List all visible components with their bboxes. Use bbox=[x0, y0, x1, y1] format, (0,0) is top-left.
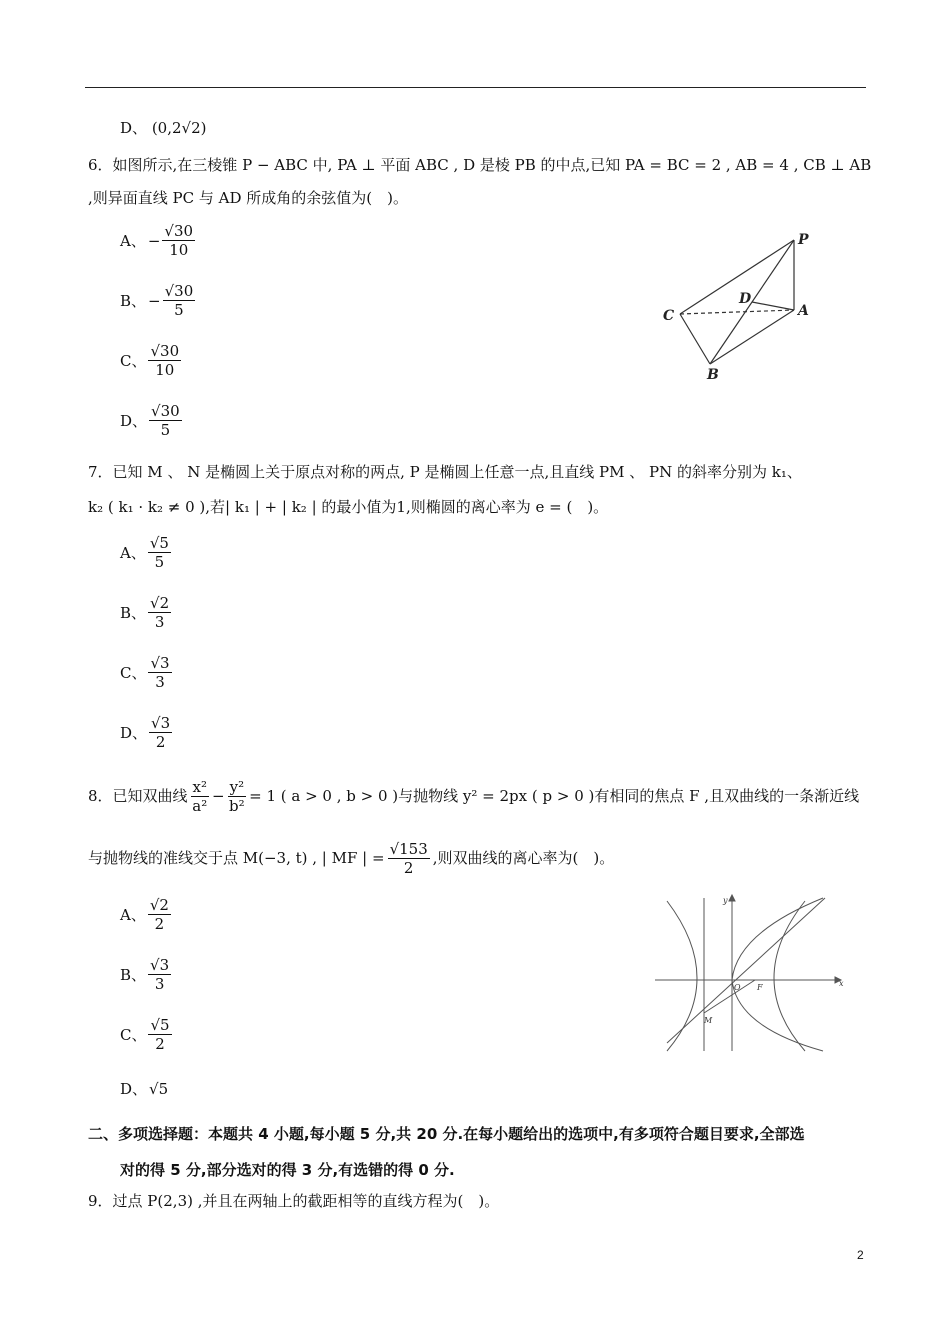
section2-heading-line2: 对的得 5 分,部分选对的得 3 分,有选错的得 0 分. bbox=[120, 1161, 455, 1179]
q6-option-c: C、 $\frac{√30}{10}$ bbox=[120, 342, 180, 379]
page-number: 2 bbox=[857, 1248, 864, 1262]
q8-hyperbola-figure bbox=[655, 893, 845, 1053]
q6-option-a: A、 − $\frac{√30}{10}$ bbox=[120, 222, 194, 259]
q6-pyramid-figure bbox=[655, 228, 820, 383]
q8-option-a: A、 $\frac{√2}{2}$ bbox=[120, 896, 169, 933]
section2-heading-line1: 二、多项选择题：本题共 4 小题,每小题 5 分,共 20 分.在每小题给出的选项中,有多项符合题目要求,全部选 bbox=[88, 1125, 805, 1143]
fig-origin: O bbox=[734, 983, 741, 992]
q7-stem-line1: 7．已知 M 、 N 是椭圆上关于原点对称的两点, P 是椭圆上任意一点,且直线 PM 、 PN 的斜率分别为 k₁、 bbox=[88, 463, 802, 481]
q8-option-b: B、 $\frac{√3}{3}$ bbox=[120, 956, 170, 993]
q8-stem-line2: 与抛物线的准线交于点 M(−3, t) , | MF | = $\frac{√153}{2}$ ,则双曲线的离心率为( )。 bbox=[88, 839, 615, 877]
q7-option-c: C、 $\frac{√3}{3}$ bbox=[120, 654, 170, 691]
q8-option-c: C、 $\frac{√5}{2}$ bbox=[120, 1016, 170, 1053]
fig-label-a: A bbox=[798, 303, 809, 319]
q7-stem-line2: k₂ ( k₁ · k₂ ≠ 0 ),若| k₁ | + | k₂ | 的最小值为1,则椭圆的离心率为 e = ( )。 bbox=[88, 498, 609, 516]
fig-label-c: C bbox=[663, 308, 675, 324]
q8-option-d: D、 √5 bbox=[120, 1079, 169, 1098]
q6-stem-line2: ,则异面直线 PC 与 AD 所成角的余弦值为( )。 bbox=[88, 189, 408, 207]
q6-option-b: B、 − $\frac{√30}{5}$ bbox=[120, 282, 194, 319]
fig-focus: F bbox=[757, 983, 763, 992]
q6-option-d: D、 $\frac{√30}{5}$ bbox=[120, 402, 180, 439]
fig-point-m: M bbox=[704, 1016, 713, 1025]
fig-axis-y: y bbox=[723, 896, 728, 905]
q7-option-d: D、 $\frac{√3}{2}$ bbox=[120, 714, 171, 751]
q8-stem-line1: 8．已知双曲线 $\frac{\text{x²}}{\text{a²}}$ − $\frac{\text{y²}}{\text{b²}}$ = 1 ( a > 0 , b > 0 )与抛物线 y² = 2px ( p > 0 )有相同的焦点 F ,且双曲线的一条渐近线 bbox=[88, 777, 860, 815]
q7-option-a: A、 $\frac{√5}{5}$ bbox=[120, 534, 169, 571]
fig-axis-x: x bbox=[839, 979, 844, 988]
q6-stem-line1: 6．如图所示,在三棱锥 P − ABC 中, PA ⊥ 平面 ABC , D 是棱 PB 的中点,已知 PA = BC = 2 , AB = 4 , CB ⊥ AB bbox=[88, 156, 872, 174]
q5-option-d: D、 (0,2√2) bbox=[120, 119, 207, 137]
q9-stem: 9．过点 P(2,3) ,并且在两轴上的截距相等的直线方程为( )。 bbox=[88, 1192, 500, 1210]
fig-label-d: D bbox=[739, 291, 752, 307]
fig-label-p: P bbox=[798, 232, 809, 248]
fig-label-b: B bbox=[707, 367, 719, 383]
header-rule bbox=[85, 87, 866, 88]
q7-option-b: B、 $\frac{√2}{3}$ bbox=[120, 594, 170, 631]
